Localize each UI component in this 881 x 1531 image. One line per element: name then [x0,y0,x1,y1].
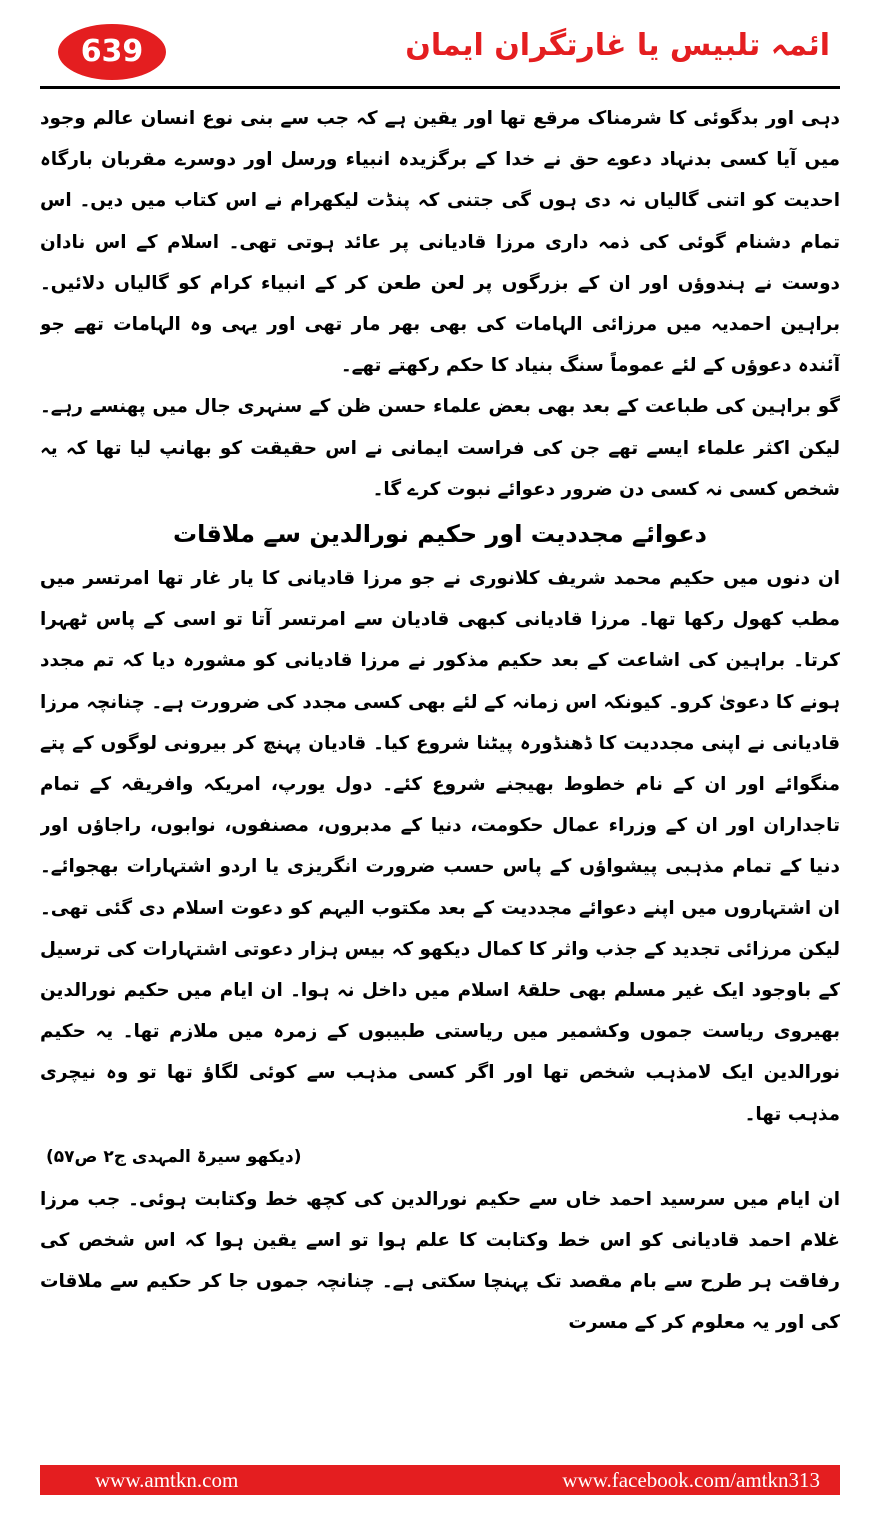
paragraph-3: ان دنوں میں حکیم محمد شریف کلانوری نے جو مرزا قادیانی کا یار غار تھا امرتسر میں مطب کھول رکھا تھا۔ مرزا قادیانی کبھی قادیان سے امرتسر آتا تو اسی کے پاس ٹھہرا کرتا۔ براہین کی اشاعت کے بعد حکیم مذکور نے مرزا قادیانی کو مشورہ دیا کہ تم مجدد ہونے کا دعویٰ کرو۔ کیونکہ اس زمانہ کے لئے بھی کسی مجدد کی ضرورت ہے۔ چنانچہ مرزا قادیانی نے اپنی مجددیت کا ڈھنڈورہ پیٹنا شروع کیا۔ قادیان پہنچ کر بیرونی لوگوں کے پتے منگوائے اور ان کے نام خطوط بھیجنے شروع کئے۔ دول یورپ، امریکہ وافریقہ کے تمام تاجداران اور ان کے وزراء عمال حکومت، دنیا کے مدبروں، مصنفوں، نوابوں، راجاؤں اور دنیا کے تمام مذہبی پیشواؤں کے پاس حسب ضرورت انگریزی یا اردو اشتہارات بھجوائے۔ ان اشتہاروں میں اپنے دعوائے مجددیت کے بعد مکتوب الیہم کو دعوت اسلام دی گئی تھی۔ لیکن مرزائی تجدید کے جذب واثر کا کمال دیکھو کہ بیس ہزار دعوتی اشتہارات کی ترسیل کے باوجود ایک غیر مسلم بھی حلقۂ اسلام میں داخل نہ ہوا۔ ان ایام میں حکیم نورالدین بھیروی ریاست جموں وکشمیر میں ریاستی طبیبوں کے زمرہ میں ملازم تھا۔ یہ حکیم نورالدین ایک لامذہب شخص تھا اور اگر کسی مذہب سے کوئی لگاؤ تھا تو وہ نیچری مذہب تھا۔ [40,568,840,1125]
page-footer [40,1465,840,1495]
website-link[interactable]: www.amtkn.com [95,1468,239,1492]
facebook-link[interactable]: www.facebook.com/amtkn313 [562,1468,820,1492]
page-header [40,18,840,82]
section-heading: دعوائے مجددیت اور حکیم نورالدین سے ملاقات [173,520,707,549]
page-number-badge: 639 [58,24,166,80]
header-divider [40,86,840,89]
book-title: ائمہ تلبیس یا غارتگران ایمان [405,28,830,63]
paragraph-4: ان ایام میں سرسید احمد خاں سے حکیم نورالدین کی کچھ خط وکتابت ہوئی۔ جب مرزا غلام احمد قادیانی کو اس خط وکتابت کا علم ہوا تو اسے یقین ہوا کہ اس شخص کی رفاقت ہر طرح سے بام مقصد تک پہنچا سکتی ہے۔ چنانچہ جموں جا کر حکیم سے ملاقات کی اور یہ معلوم کر کے مسرت [40,1188,840,1334]
reference-citation: (دیکھو سیرۃ المہدی ج۲ ص۵۷) [46,1146,302,1167]
paragraph-1: دہی اور بدگوئی کا شرمناک مرقع تھا اور یقین ہے کہ جب سے بنی نوع انسان عالم وجود میں آیا کسی بدنہاد دعوے حق نے خدا کے برگزیدہ انبیاء ورسل اور دوسرے مقربان بارگاہ احدیت کو اتنی گالیاں نہ دی ہوں گی جتنی کہ پنڈت لیکھرام نے اس کتاب میں دیں۔ اس تمام دشنام گوئی کی ذمہ داری مرزا قادیانی پر عائد ہوتی تھی۔ اسلام کے اس نادان دوست نے ہندوؤں اور ان کے بزرگوں پر لعن طعن کر کے انبیاء کرام کو گالیاں دلائیں۔ براہین احمدیہ میں مرزائی الہامات کی بھی بھر مار تھی اور یہی وہ الہامات تھے جو آئندہ دعوؤں کے لئے عموماً سنگ بنیاد کا حکم رکھتے تھے۔ [40,108,840,377]
page-content [40,98,840,1443]
paragraph-2: گو براہین کی طباعت کے بعد بھی بعض علماء حسن ظن کے سنہری جال میں پھنسے رہے۔ لیکن اکثر علماء ایسے تھے جن کی فراست ایمانی نے اس حقیقت کو بھانپ لیا تھا کہ یہ شخص کسی نہ کسی دن ضرور دعوائے نبوت کرے گا۔ [40,396,840,500]
